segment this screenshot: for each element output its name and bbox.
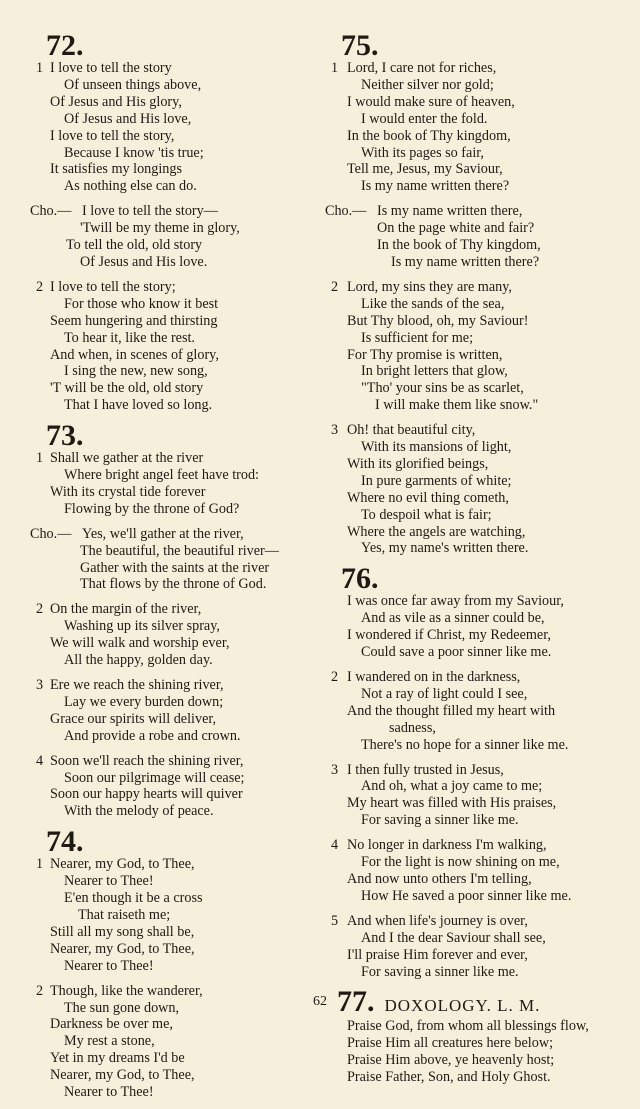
verse-text: With its pages so fair, bbox=[361, 144, 484, 161]
verse-text: Still all my song shall be, bbox=[50, 923, 195, 940]
verse-line bbox=[32, 161, 312, 178]
verse-line bbox=[327, 703, 627, 720]
verse-text: I love to tell the story bbox=[50, 60, 172, 76]
verse-text: In the book of Thy kingdom, bbox=[377, 237, 541, 254]
verse-line bbox=[32, 380, 312, 397]
hymn bbox=[32, 825, 312, 1101]
verse-line bbox=[32, 128, 312, 145]
verse-line bbox=[327, 111, 627, 128]
verse-text: Of Jesus and His love. bbox=[80, 253, 208, 270]
verse-line bbox=[327, 347, 627, 364]
verse-line bbox=[327, 161, 627, 178]
stanza-number: 3 bbox=[36, 677, 44, 693]
verse-line bbox=[327, 507, 627, 524]
verse-text: I love to tell the story— bbox=[82, 203, 218, 220]
verse-line bbox=[32, 60, 312, 77]
verse-text: I was once far away from my Saviour, bbox=[347, 593, 564, 610]
verse-line bbox=[32, 363, 312, 380]
verse-text: sadness, bbox=[389, 719, 436, 736]
verse-line bbox=[32, 397, 312, 414]
verse-text: Gather with the saints at the river bbox=[80, 559, 270, 576]
verse-line bbox=[327, 812, 627, 829]
verse-text: Yes, we'll gather at the river, bbox=[82, 525, 244, 542]
verse-line bbox=[32, 1016, 312, 1033]
verse-text: With its mansions of light, bbox=[361, 439, 512, 456]
verse-text: In bright letters that glow, bbox=[361, 363, 508, 380]
verse-line bbox=[32, 543, 312, 560]
verse-text: That flows by the throne of God. bbox=[80, 576, 267, 593]
stanza bbox=[327, 913, 627, 981]
verse-line bbox=[327, 145, 627, 162]
verse-text: I love to tell the story, bbox=[50, 127, 175, 144]
verse-text: Praise God, from whom all blessings flow, bbox=[347, 1018, 589, 1035]
verse-line bbox=[32, 203, 312, 220]
verse-text: And as vile as a sinner could be, bbox=[361, 610, 545, 627]
verse-line bbox=[327, 540, 627, 557]
verse-text: For saving a sinner like me. bbox=[361, 812, 519, 829]
verse-line bbox=[32, 450, 312, 467]
verse-line bbox=[32, 1033, 312, 1050]
stanza bbox=[32, 601, 312, 669]
verse-line bbox=[327, 1052, 627, 1069]
stanza-number: 1 bbox=[36, 60, 44, 76]
verse-text: Darkness be over me, bbox=[50, 1016, 173, 1033]
stanza-number: 2 bbox=[331, 278, 339, 295]
verse-text: Yes, my name's written there. bbox=[361, 540, 529, 557]
verse-line bbox=[327, 422, 627, 439]
verse-line bbox=[32, 677, 312, 694]
hymn-number: 76. bbox=[341, 562, 379, 596]
verse-text: 'T will be the old, old story bbox=[50, 380, 204, 397]
verse-text: And now unto others I'm telling, bbox=[347, 870, 532, 887]
verse-text: Is my name written there? bbox=[391, 253, 540, 270]
stanza-number: 1 bbox=[331, 60, 339, 76]
hymn bbox=[30, 29, 312, 414]
verse-text: Of Jesus and His love, bbox=[64, 110, 192, 127]
verse-line bbox=[327, 330, 627, 347]
verse-text: Where the angels are watching, bbox=[347, 523, 526, 540]
verse-line bbox=[327, 203, 627, 220]
verse-text: Shall we gather at the river bbox=[50, 450, 204, 467]
verse-line bbox=[327, 795, 627, 812]
verse-line bbox=[327, 762, 627, 779]
verse-text: Grace our spirits will deliver, bbox=[50, 710, 217, 727]
verse-text: Nearer, my God, to Thee, bbox=[50, 856, 195, 873]
verse-line bbox=[32, 924, 312, 941]
verse-line bbox=[32, 618, 312, 635]
verse-line bbox=[327, 313, 627, 330]
verse-line bbox=[32, 111, 312, 128]
verse-line bbox=[32, 237, 312, 254]
verse-line bbox=[32, 145, 312, 162]
verse-line bbox=[32, 484, 312, 501]
stanza bbox=[327, 669, 627, 754]
verse-line bbox=[327, 837, 627, 854]
verse-line bbox=[32, 330, 312, 347]
hymn-number: 72. bbox=[46, 29, 84, 62]
verse-line bbox=[327, 930, 627, 947]
verse-line bbox=[327, 871, 627, 888]
verse-line bbox=[32, 803, 312, 820]
stanza bbox=[327, 279, 627, 414]
verse-text: How He saved a poor sinner like me. bbox=[361, 887, 572, 904]
verse-text: On the page white and fair? bbox=[377, 220, 535, 237]
verse-line bbox=[327, 128, 627, 145]
verse-line bbox=[327, 77, 627, 94]
verse-line bbox=[32, 753, 312, 770]
hymn bbox=[30, 419, 312, 820]
verse-line bbox=[327, 610, 627, 627]
verse-text: With the melody of peace. bbox=[64, 803, 214, 820]
chorus bbox=[327, 203, 627, 271]
verse-text: In the book of Thy kingdom, bbox=[347, 127, 511, 144]
verse-line bbox=[327, 94, 627, 111]
verse-line bbox=[327, 1035, 627, 1052]
verse-line bbox=[32, 279, 312, 296]
verse-line bbox=[327, 888, 627, 905]
verse-text: Lord, my sins they are many, bbox=[347, 278, 512, 295]
verse-line bbox=[327, 254, 627, 271]
verse-line bbox=[327, 947, 627, 964]
verse-line bbox=[327, 220, 627, 237]
verse-line bbox=[327, 913, 627, 930]
verse-line bbox=[32, 254, 312, 271]
verse-text: That I have loved so long. bbox=[64, 397, 213, 414]
stanza-number: 5 bbox=[331, 912, 339, 929]
chorus bbox=[32, 203, 312, 271]
verse-text: To tell the old, old story bbox=[66, 237, 203, 254]
verse-line bbox=[32, 907, 312, 924]
verse-text: Nearer to Thee! bbox=[64, 1084, 154, 1101]
verse-text: I love to tell the story; bbox=[50, 278, 176, 295]
verse-text: Where no evil thing cometh, bbox=[347, 489, 509, 506]
verse-text: "Tho' your sins be as scarlet, bbox=[361, 380, 524, 397]
verse-line bbox=[327, 490, 627, 507]
verse-text: I would make sure of heaven, bbox=[347, 93, 515, 110]
stanza-number: 3 bbox=[331, 761, 339, 778]
stanza-number: 4 bbox=[36, 752, 44, 769]
verse-text: There's no hope for a sinner like me. bbox=[361, 736, 569, 753]
verse-line bbox=[327, 524, 627, 541]
verse-text: We will walk and worship ever, bbox=[50, 635, 230, 652]
verse-text: And when life's journey is over, bbox=[347, 912, 528, 929]
verse-text: 'Twill be my theme in glory, bbox=[80, 220, 240, 237]
verse-text: But Thy blood, oh, my Saviour! bbox=[347, 312, 529, 329]
verse-line bbox=[327, 473, 627, 490]
verse-line bbox=[327, 627, 627, 644]
verse-text: Could save a poor sinner like me. bbox=[361, 644, 552, 661]
verse-line bbox=[327, 279, 627, 296]
verse-line bbox=[32, 873, 312, 890]
stanza bbox=[32, 450, 312, 518]
verse-line bbox=[32, 526, 312, 543]
verse-text: Praise Him all creatures here below; bbox=[347, 1035, 554, 1052]
chorus bbox=[32, 526, 312, 594]
verse-line bbox=[32, 786, 312, 803]
verse-text: It satisfies my longings bbox=[50, 161, 183, 178]
verse-line bbox=[327, 644, 627, 661]
verse-text: I sing the new, new song, bbox=[64, 363, 208, 380]
verse-line bbox=[32, 635, 312, 652]
verse-line bbox=[32, 1084, 312, 1101]
stanza-number: 2 bbox=[36, 982, 44, 999]
verse-line bbox=[327, 737, 627, 754]
verse-text: Of unseen things above, bbox=[64, 76, 202, 93]
verse-text: No longer in darkness I'm walking, bbox=[347, 837, 547, 854]
verse-line bbox=[32, 890, 312, 907]
verse-line bbox=[32, 601, 312, 618]
stanza bbox=[32, 856, 312, 974]
verse-text: In pure garments of white; bbox=[361, 472, 512, 489]
verse-line bbox=[327, 439, 627, 456]
verse-text: To despoil what is fair; bbox=[361, 506, 492, 523]
verse-text: I will make them like snow." bbox=[375, 397, 539, 414]
verse-line bbox=[327, 456, 627, 473]
verse-text: Lord, I care not for riches, bbox=[347, 60, 497, 76]
stanza bbox=[32, 677, 312, 745]
verse-text: For those who know it best bbox=[64, 295, 219, 312]
verse-text: And oh, what a joy came to me; bbox=[361, 778, 543, 795]
stanza bbox=[32, 279, 312, 414]
verse-line bbox=[32, 941, 312, 958]
verse-text: Is my name written there? bbox=[361, 178, 510, 195]
verse-line bbox=[32, 711, 312, 728]
stanza bbox=[32, 60, 312, 195]
verse-text: My heart was filled with His praises, bbox=[347, 795, 557, 812]
verse-text: On the margin of the river, bbox=[50, 601, 202, 618]
stanza bbox=[327, 837, 627, 905]
verse-text: Is my name written there, bbox=[377, 203, 523, 220]
stanza-number: 4 bbox=[331, 837, 339, 854]
stanza-number: 1 bbox=[36, 856, 44, 873]
verse-text: And I the dear Saviour shall see, bbox=[361, 929, 546, 946]
verse-line bbox=[32, 1067, 312, 1084]
verse-text: Of Jesus and His glory, bbox=[50, 93, 182, 110]
verse-text: Tell me, Jesus, my Saviour, bbox=[347, 161, 503, 178]
verse-line bbox=[327, 178, 627, 195]
stanza bbox=[327, 762, 627, 830]
verse-text: Is sufficient for me; bbox=[361, 329, 474, 346]
verse-text: My rest a stone, bbox=[64, 1033, 155, 1050]
verse-text: Because I know 'tis true; bbox=[64, 144, 204, 161]
verse-text: Nearer, my God, to Thee, bbox=[50, 1067, 195, 1084]
verse-line bbox=[32, 856, 312, 873]
verse-line bbox=[32, 501, 312, 518]
verse-text: The beautiful, the beautiful river— bbox=[80, 542, 279, 559]
right-column bbox=[327, 30, 627, 1094]
verse-text: With its crystal tide forever bbox=[50, 483, 206, 500]
verse-text: As nothing else can do. bbox=[64, 178, 197, 195]
verse-line bbox=[327, 720, 627, 737]
verse-text: Soon our happy hearts will quiver bbox=[50, 786, 243, 803]
verse-line bbox=[32, 467, 312, 484]
verse-line bbox=[327, 593, 627, 610]
verse-text: I wandered on in the darkness, bbox=[347, 669, 521, 685]
verse-text: Oh! that beautiful city, bbox=[347, 422, 476, 439]
stanza bbox=[32, 753, 312, 821]
verse-line bbox=[327, 669, 627, 686]
verse-text: And when, in scenes of glory, bbox=[50, 346, 219, 363]
verse-line bbox=[327, 397, 627, 414]
verse-text: For saving a sinner like me. bbox=[361, 963, 519, 980]
verse-line bbox=[327, 60, 627, 77]
verse-line bbox=[32, 220, 312, 237]
verse-text: I would enter the fold. bbox=[361, 110, 488, 127]
verse-line bbox=[327, 1069, 627, 1086]
stanza-number: 1 bbox=[36, 450, 44, 467]
hymn-title: DOXOLOGY. L. M. bbox=[384, 996, 541, 1016]
verse-line bbox=[32, 576, 312, 593]
stanza bbox=[327, 422, 627, 557]
verse-line bbox=[32, 178, 312, 195]
verse-line bbox=[32, 296, 312, 313]
verse-text: For Thy promise is written, bbox=[347, 346, 503, 363]
verse-text: I wondered if Christ, my Redeemer, bbox=[347, 627, 551, 644]
verse-line bbox=[32, 347, 312, 364]
verse-text: All the happy, golden day. bbox=[64, 652, 213, 669]
chorus-label: Cho.— bbox=[325, 203, 367, 220]
hymn bbox=[325, 29, 627, 557]
hymn-number: 73. bbox=[46, 419, 84, 453]
verse-line bbox=[327, 964, 627, 981]
verse-text: Soon we'll reach the shining river, bbox=[50, 752, 244, 769]
hymn-number: 74. bbox=[46, 825, 84, 859]
verse-text: Neither silver nor gold; bbox=[361, 76, 494, 93]
verse-text: Where bright angel feet have trod: bbox=[64, 467, 259, 484]
verse-text: Lay we every burden down; bbox=[64, 693, 224, 710]
hymn-number: 77. bbox=[337, 985, 375, 1019]
verse-text: Nearer to Thee! bbox=[64, 873, 154, 890]
verse-text: For the light is now shining on me, bbox=[361, 854, 560, 871]
stanza bbox=[327, 593, 627, 661]
verse-text: E'en though it be a cross bbox=[64, 890, 203, 907]
verse-text: Seem hungering and thirsting bbox=[50, 312, 218, 329]
verse-line bbox=[32, 1050, 312, 1067]
verse-text: Soon our pilgrimage will cease; bbox=[64, 769, 245, 786]
stanza-number: 2 bbox=[36, 601, 44, 618]
verse-text: And the thought filled my heart with bbox=[347, 702, 556, 719]
verse-line bbox=[327, 237, 627, 254]
verse-line bbox=[327, 380, 627, 397]
verse-line bbox=[32, 77, 312, 94]
verse-text: Washing up its silver spray, bbox=[64, 618, 220, 635]
verse-text: Ere we reach the shining river, bbox=[50, 677, 224, 693]
verse-text: I then fully trusted in Jesus, bbox=[347, 761, 504, 778]
verse-text: Like the sands of the sea, bbox=[361, 295, 505, 312]
verse-text: Yet in my dreams I'd be bbox=[50, 1050, 185, 1067]
hymn bbox=[327, 562, 627, 980]
verse-line bbox=[327, 1018, 627, 1035]
chorus-label: Cho.— bbox=[30, 203, 72, 220]
verse-line bbox=[327, 686, 627, 703]
verse-line bbox=[32, 94, 312, 111]
verse-text: I'll praise Him forever and ever, bbox=[347, 946, 528, 963]
hymn-number: 75. bbox=[341, 29, 379, 62]
verse-text: Nearer, my God, to Thee, bbox=[50, 940, 195, 957]
verse-line bbox=[32, 652, 312, 669]
verse-text: Flowing by the throne of God? bbox=[64, 500, 240, 517]
chorus-label: Cho.— bbox=[30, 525, 72, 542]
verse-line bbox=[32, 694, 312, 711]
verse-text: The sun gone down, bbox=[64, 999, 180, 1016]
verse-line bbox=[32, 958, 312, 975]
verse-line bbox=[32, 560, 312, 577]
verse-text: To hear it, like the rest. bbox=[64, 329, 195, 346]
verse-text: Though, like the wanderer, bbox=[50, 982, 203, 999]
stanza-number: 2 bbox=[331, 669, 339, 685]
verse-line bbox=[32, 313, 312, 330]
verse-line bbox=[32, 728, 312, 745]
verse-text: Praise Him above, ye heavenly host; bbox=[347, 1052, 555, 1069]
verse-line bbox=[327, 854, 627, 871]
stanza bbox=[327, 60, 627, 195]
stanza-number: 2 bbox=[36, 278, 44, 295]
left-column bbox=[32, 30, 312, 1109]
verse-text: Not a ray of light could I see, bbox=[361, 685, 528, 702]
verse-text: Praise Father, Son, and Holy Ghost. bbox=[347, 1069, 551, 1086]
verse-line bbox=[327, 778, 627, 795]
verse-line bbox=[327, 296, 627, 313]
verse-text: And provide a robe and crown. bbox=[64, 727, 241, 744]
verse-line bbox=[32, 770, 312, 787]
page-number: 62 bbox=[313, 994, 327, 1009]
stanza bbox=[327, 1018, 627, 1086]
verse-text: With its glorified beings, bbox=[347, 455, 489, 472]
verse-text: That raiseth me; bbox=[78, 906, 171, 923]
stanza-number: 3 bbox=[331, 422, 339, 439]
verse-line bbox=[327, 363, 627, 380]
verse-text: Nearer to Thee! bbox=[64, 957, 154, 974]
